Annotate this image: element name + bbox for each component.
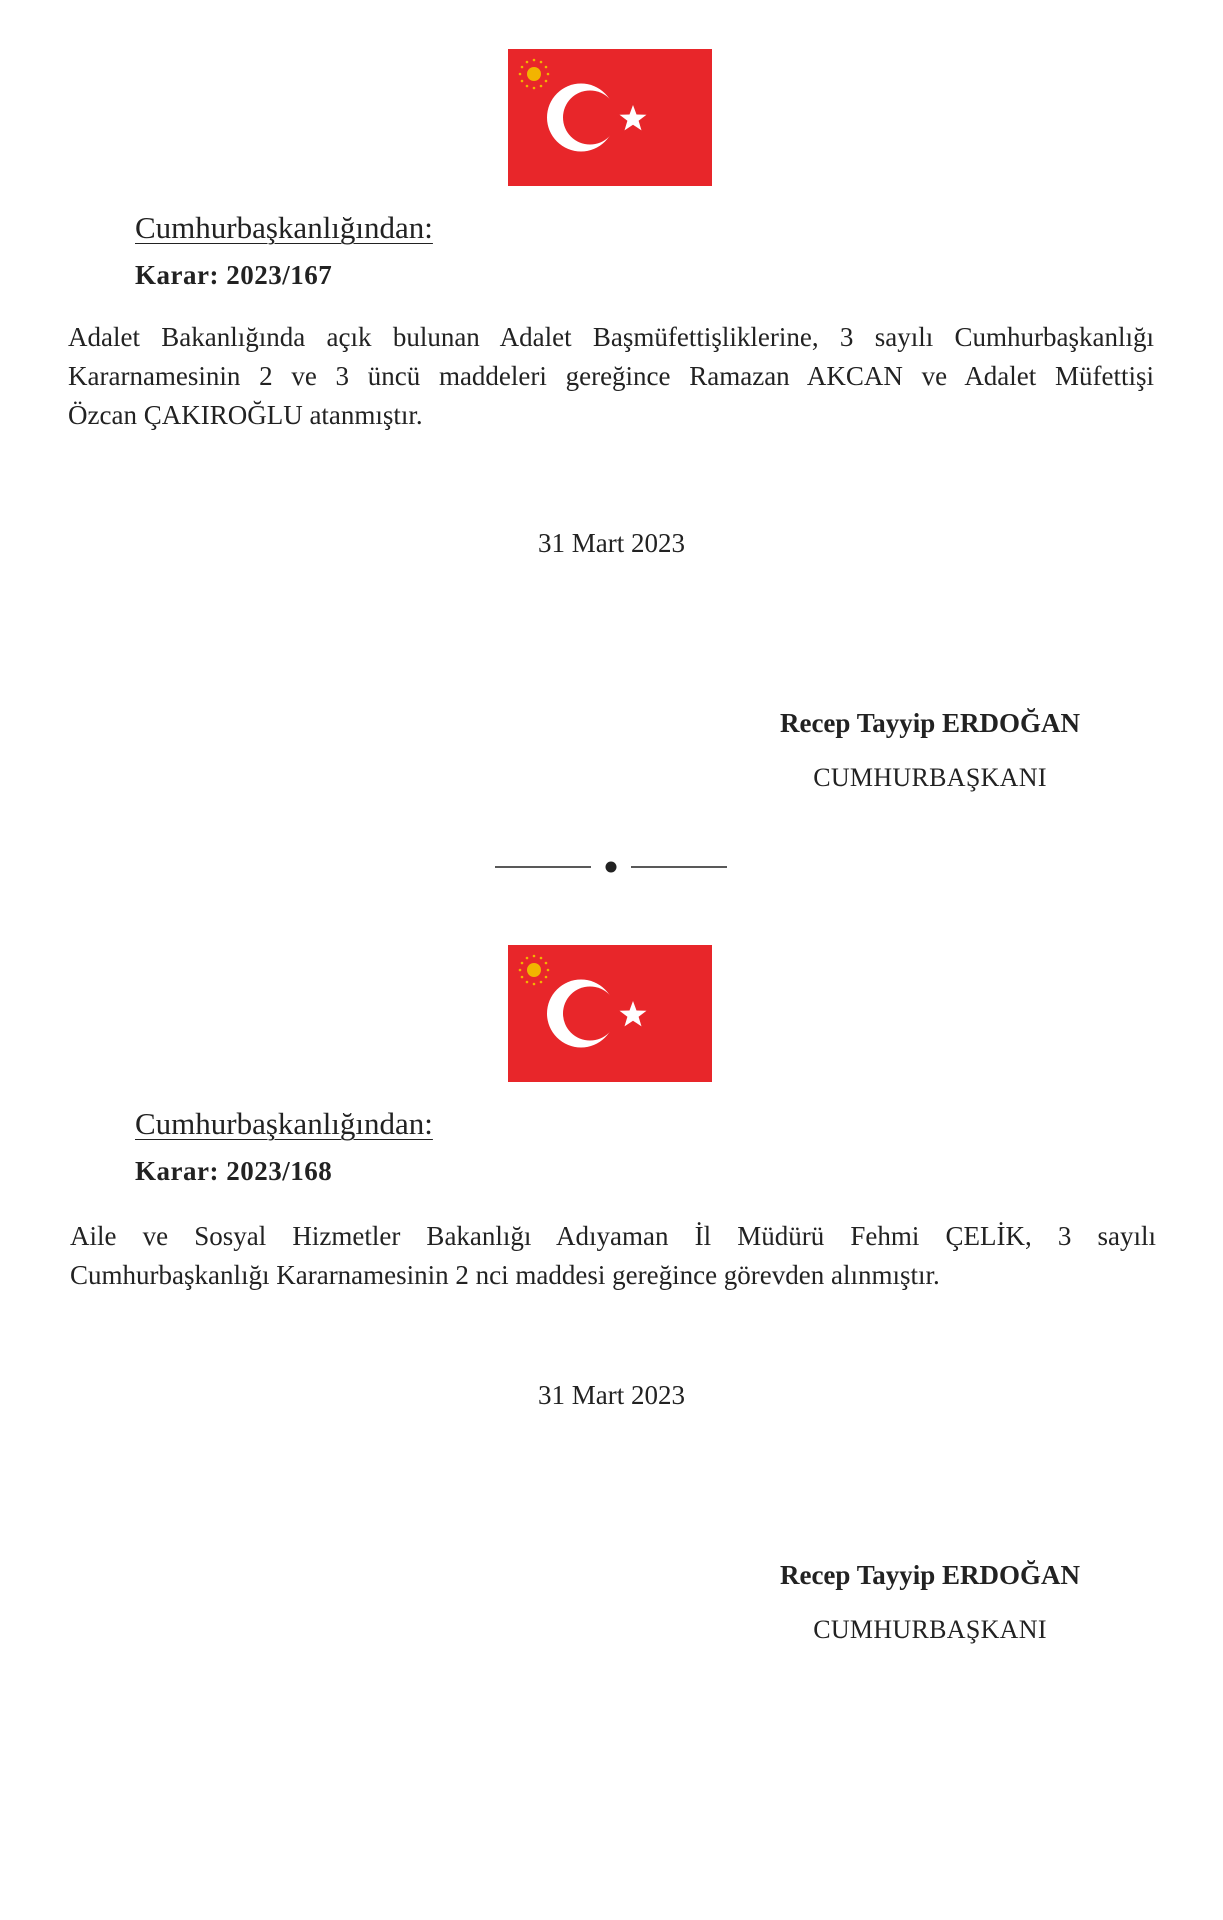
decision-number: [135, 260, 332, 291]
agency-heading: Cumhurbaşkanlığından:: [135, 1106, 433, 1141]
body-line: Adalet Bakanlığında açık bulunan Adalet Başmüfettişliklerine, 3 sayılı Cumhurbaşkanlığı: [68, 322, 1154, 352]
signer-title: CUMHURBAŞKANI: [813, 1615, 1047, 1644]
decision-value: 2023/167: [226, 260, 333, 290]
agency-heading: Cumhurbaşkanlığından:: [135, 210, 433, 245]
decision-label: Karar:: [135, 260, 219, 290]
decision-label: Karar:: [135, 1156, 219, 1186]
decree-date: 31 Mart 2023: [538, 1380, 685, 1410]
body-line: Özcan ÇAKIROĞLU atanmıştır.: [68, 400, 423, 430]
decision-value: 2023/168: [226, 1156, 333, 1186]
body-line: Aile ve Sosyal Hizmetler Bakanlığı Adıyaman İl Müdürü Fehmi ÇELİK, 3 sayılı: [70, 1221, 1156, 1251]
turkish-flag-icon: [508, 945, 712, 1082]
signer-title: CUMHURBAŞKANI: [813, 763, 1047, 792]
body-line: Kararnamesinin 2 ve 3 üncü maddeleri gereğince Ramazan AKCAN ve Adalet Müfettişi: [68, 361, 1154, 391]
decision-number: [135, 1156, 332, 1187]
turkish-flag-icon: [508, 49, 712, 186]
signer-name: Recep Tayyip ERDOĞAN: [779, 708, 1081, 738]
separator-dot-icon: [495, 858, 727, 874]
decree-date: 31 Mart 2023: [538, 528, 685, 558]
decree-body: [70, 1217, 1156, 1295]
body-line: Cumhurbaşkanlığı Kararnamesinin 2 nci maddesi gereğince görevden alınmıştır.: [70, 1260, 940, 1290]
decree-body: [68, 318, 1154, 435]
signer-name: Recep Tayyip ERDOĞAN: [779, 1560, 1081, 1590]
